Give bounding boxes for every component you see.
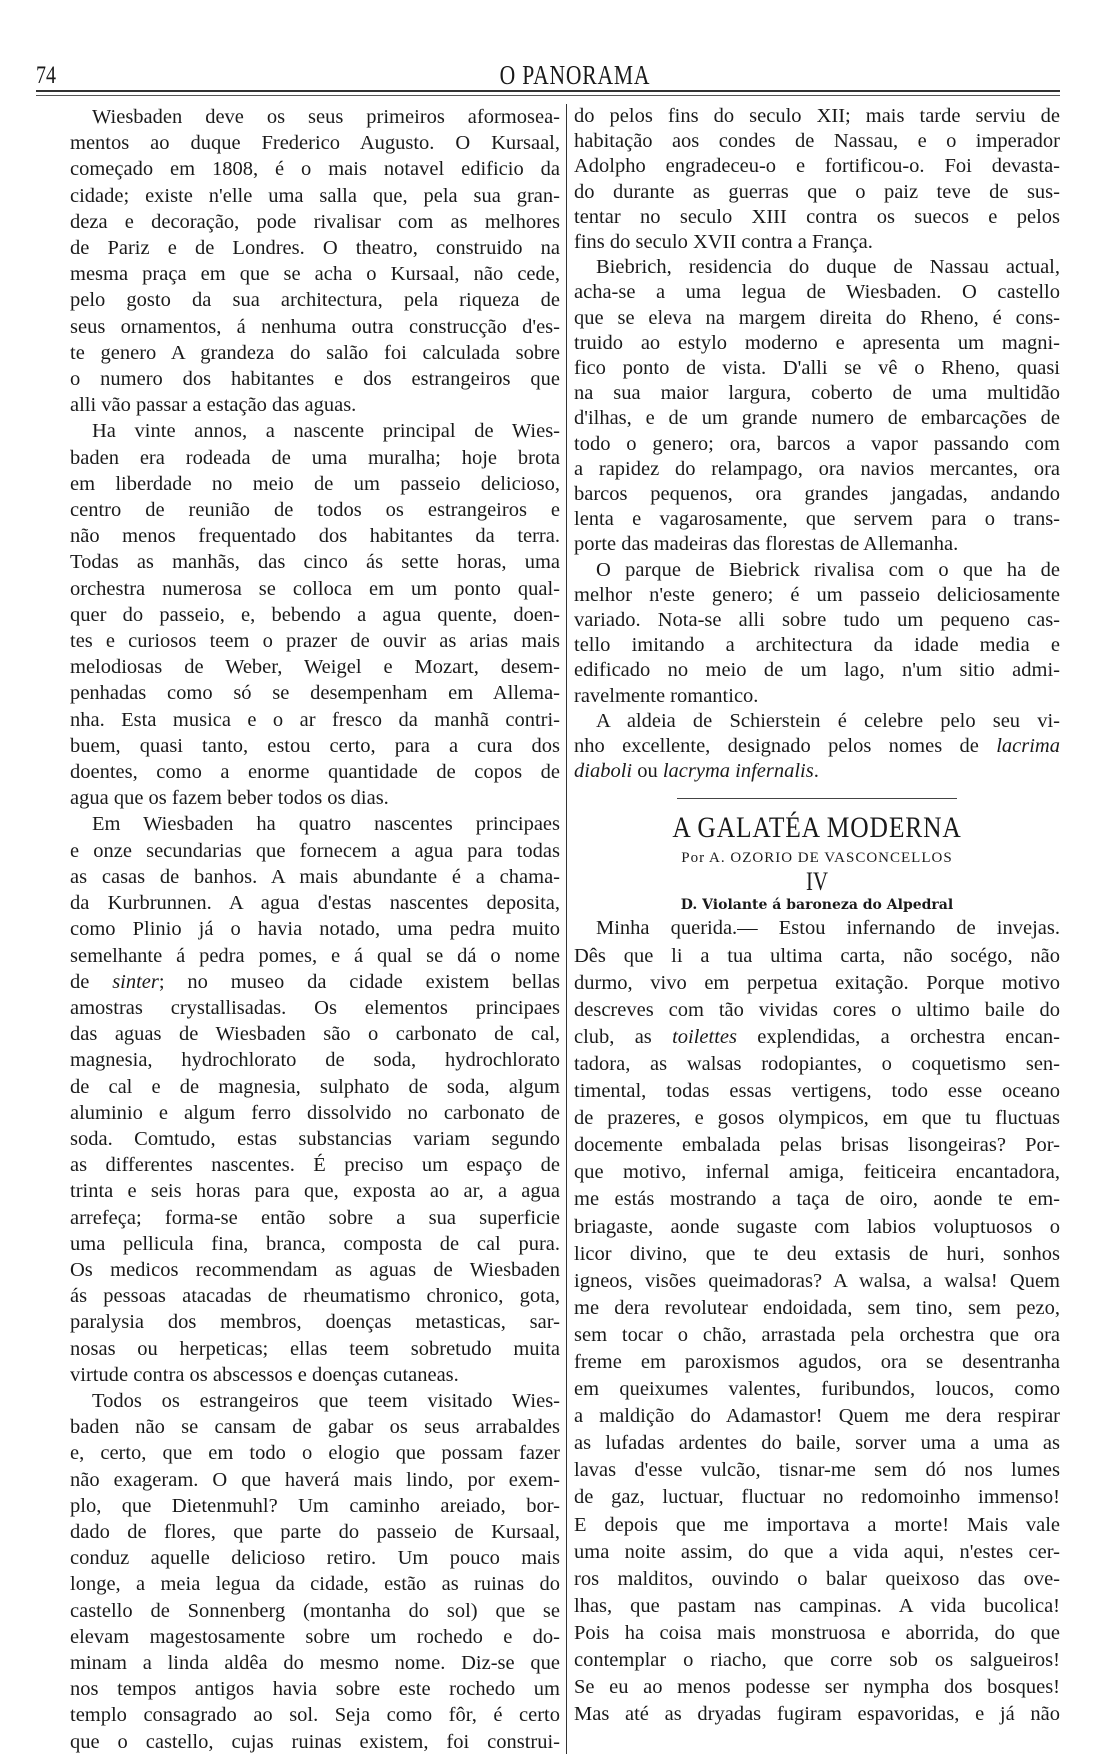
text-line: cidade; existe n'elle uma salla que, pela sua gran- [70, 184, 560, 207]
paragraph [70, 418, 560, 811]
text-line: sem tocar o chão, arrastada pela orchestra que ora [574, 1323, 1060, 1346]
paragraph [574, 709, 1060, 785]
text-line: do pelos fins do seculo XII; mais tarde serviu de [574, 105, 1060, 127]
text-line: que motivo, infernal amiga, feiticeira encantadora, [574, 1161, 1060, 1184]
text-line: acha-se a uma legua de Wiesbaden. O castello [574, 281, 1060, 304]
text-line: nosas ou herpeticas; ellas teem sobretudo muita [70, 1337, 560, 1360]
text-line: da Kurbrunnen. A agua d'estas nascentes deposita, [70, 892, 560, 915]
paragraph [574, 558, 1060, 709]
right-column-bottom-body [574, 915, 1060, 1728]
header-rule [36, 90, 1060, 92]
text-line: uma noite assim, do que a vida aqui, n'estes cer- [574, 1540, 1060, 1563]
left-column-body [70, 104, 560, 1755]
text-line: virtude contra os abscessos e doenças cutaneas. [70, 1363, 459, 1386]
italic-text: lacryma infernalis [662, 760, 814, 783]
text-line: variado. Nota-se alli sobre tudo um pequeno cas- [574, 609, 1060, 632]
text-line: longe, a meia legua da cidade, estão as ruinas do [70, 1573, 560, 1596]
text-line: briagaste, aonde sugaste com labios voluptuosos o [574, 1215, 1060, 1238]
text-line: nha. Esta musica e o ar fresco da manhã contri- [70, 708, 560, 731]
text-line: penhadas como só se desempenham em Allema- [70, 682, 560, 705]
text-line: buem, quasi tanto, estou certo, para a cura dos [70, 734, 560, 757]
text-line: contemplar o riacho, que corre sob os salgueiros! [574, 1649, 1060, 1672]
text-line: ravelmente romantico. [574, 684, 759, 707]
text-line: alli vão passar a estação das aguas. [70, 394, 357, 417]
text-segment: ou [632, 760, 663, 783]
text-line: o numero dos habitantes e dos estrangeiros que [70, 368, 560, 391]
text-line: arrefeça; forma-se então sobre a sua superficie [70, 1206, 560, 1229]
text-line: a rapidez do relampago, ora navios mercantes, ora [574, 457, 1060, 480]
text-line: aluminio e algum ferro dissolvido no carbonato de [70, 1101, 560, 1124]
text-line: habitação aos condes de Nassau, e o imperador [574, 130, 1060, 153]
text-line: não exageram. O que haverá mais lindo, por exem- [70, 1468, 560, 1491]
text-line: de cal e de magnesia, sulphato de soda, algum [70, 1075, 560, 1098]
text-line: castello de Sonnenberg (montanha do sol) que se [70, 1599, 560, 1622]
text-line: semelhante á pedra pomes, e á qual se dá o nome [70, 944, 560, 967]
text-line: fins do seculo XVII contra a França. [574, 231, 873, 254]
text-line: ás pessoas atacadas de rheumatismo chronico, gota, [70, 1285, 560, 1308]
text-line: na sua maior largura, coberto de uma multidão [574, 382, 1060, 405]
text-line: de gaz, luctuar, fluctuar no redomoinho immenso! [574, 1486, 1060, 1509]
text-line: timental, todas essas vertigens, todo esse oceano [574, 1080, 1060, 1103]
text-line: como Plinio já o havia notado, uma pedra muito [70, 918, 560, 941]
left-column [70, 104, 560, 1755]
text-segment: nho excellente, designado pelos nomes de [574, 735, 997, 758]
text-segment: . [813, 760, 819, 783]
text-line: a maldição do Adamastor! Quem me dera respirar [574, 1405, 1060, 1428]
paragraph [574, 255, 1060, 557]
paragraph [574, 915, 1060, 1728]
text-line: te genero A grandeza do salão foi calculada sobre [70, 341, 560, 364]
text-line: magnesia, hydrochlorato de soda, hydrochlorato [70, 1049, 560, 1072]
text-line: todo o genero; ora, barcos a vapor passando com [574, 432, 1060, 455]
text-line: me dera revolutear endoidada, sem tino, sem pezo, [574, 1296, 1060, 1319]
column-divider [566, 104, 567, 1754]
text-line: paralysia dos membros, doenças metasticas, sar- [70, 1311, 560, 1334]
page-number: 74 [36, 62, 56, 89]
text-line: dado de flores, que parte do passeio de Kursaal, [70, 1520, 560, 1543]
text-line: O parque de Biebrick rivalisa com o que ha de [596, 558, 1060, 581]
text-line: ros malditos, ouvindo o balar queixoso das ove- [574, 1567, 1060, 1590]
text-line: que o castello, cujas ruinas existem, foi construi- [70, 1730, 560, 1753]
italic-text: diaboli [574, 760, 633, 783]
text-line: tentar no seculo XIII contra os suecos e pelos [574, 205, 1060, 228]
text-line: lavas d'esse vulcão, tisnar-me sem dó nos lumes [574, 1459, 1060, 1482]
text-line [574, 759, 1060, 784]
text-line: que se eleva na margem direita do Rheno, é cons- [574, 306, 1060, 329]
text-line: as differentes nascentes. É preciso um espaço de [70, 1154, 560, 1177]
italic-text: lacrima [996, 735, 1060, 758]
text-line: Dês que li a tua ultima carta, não socégo, não [574, 944, 1060, 967]
text-line: freme em paroxismos agudos, ora se desentranha [574, 1350, 1060, 1373]
text-line: de prazeres, e gosos olympicos, em que tu fluctuas [574, 1107, 1060, 1130]
text-line: tello imitando a architectura da idade media e [574, 634, 1060, 657]
text-line: E depois que me importava a morte! Mais vale [574, 1513, 1060, 1536]
text-line: seus ornamentos, á nenhuma outra construcção d'es- [70, 315, 560, 338]
right-column [574, 104, 1060, 1728]
text-line: agua que os fazem beber todos os dias. [70, 787, 389, 810]
text-line: elevam magestosamente sobre um rochedo e do- [70, 1625, 560, 1648]
text-line: me estás mostrando a taça de oiro, aonde te em- [574, 1188, 1060, 1211]
text-line: das aguas de Wiesbaden são o carbonato de cal, [70, 1023, 560, 1046]
text-line: de Pariz e de Londres. O theatro, construido na [70, 237, 560, 260]
chapter-subtitle: D. Violante á baroneza do Alpedral [680, 897, 954, 914]
paragraph [574, 104, 1060, 255]
text-line: edificado no meio de um lago, n'um sitio admi- [574, 659, 1060, 682]
text-line: nos tempos antigos havia sobre este rochedo um [70, 1678, 560, 1701]
text-line: e onze secundarias que fornecem a agua para todas [70, 839, 560, 862]
text-line: soda. Comtudo, estas substancias variam segundo [70, 1127, 560, 1150]
text-line: porte das madeiras das florestas de Allemanha. [574, 533, 959, 556]
paragraph [70, 104, 560, 418]
text-line: baden não se cansam de gabar os seus arrabaldes [70, 1416, 560, 1439]
text-line: orchestra numerosa se colloca em um ponto qual- [70, 577, 560, 600]
text-line: Todos os estrangeiros que teem visitado Wies- [92, 1389, 560, 1412]
text-line: melodiosas de Weber, Weigel e Mozart, desem- [70, 656, 560, 679]
text-line: Em Wiesbaden ha quatro nascentes principaes [92, 813, 560, 836]
text-line: não menos frequentado dos habitantes da terra. [70, 525, 560, 548]
text-line: e, certo, que em todo o elogio que possam fazer [70, 1442, 560, 1465]
text-line: docemente embalada pelas brisas lisongeiras? Por- [574, 1134, 1060, 1157]
article-title: A GALATÉA MODERNA [672, 811, 962, 845]
text-line: Minha querida.— Estou infernando de invejas. [596, 917, 1060, 940]
text-line: mesma praça em que se acha o Kursaal, não cede, [70, 263, 560, 286]
italic-text: sinter [112, 970, 159, 993]
header-rule-thin [36, 95, 1060, 96]
right-column-top-body [574, 104, 1060, 784]
text-line: deza e decoração, pode rivalisar com as melhores [70, 210, 560, 233]
text-line: trinta e seis horas para que, exposta ao ar, a agua [70, 1180, 560, 1203]
text-line: barcos pequenos, ora grandes jangadas, andando [574, 483, 1060, 506]
text-line: conduz aquelle delicioso retiro. Um pouco mais [70, 1547, 560, 1570]
text-line: plo, que Dietenmuhl? Um caminho areiado, bor- [70, 1494, 560, 1517]
section-separator [677, 798, 957, 799]
text-line: d'ilhas, e de um grande numero de embarcações de [574, 407, 1060, 430]
text-line: em queixumes valentes, furibundos, loucos, como [574, 1378, 1060, 1401]
text-line: fico ponto de vista. D'alli se vê o Rheno, quasi [574, 357, 1060, 380]
text-line: Ha vinte annos, a nascente principal de Wies- [92, 420, 560, 443]
text-line: quer do passeio, e, bebendo a agua quente, doen- [70, 603, 560, 626]
text-line: Biebrich, residencia do duque de Nassau actual, [596, 256, 1060, 279]
text-line: baden era rodeada de uma muralha; hoje brota [70, 446, 560, 469]
text-line [574, 1024, 1060, 1051]
text-segment: club, as [574, 1025, 673, 1048]
text-line: igneos, visões queimadoras? A walsa, a walsa! Quem [574, 1269, 1060, 1292]
text-line: tes e curiosos teem o prazer de ouvir as arias mais [70, 630, 560, 653]
text-line: Se eu ao menos podesse ser nympha dos bosques! [574, 1676, 1060, 1699]
text-line: lhas, que pastam nas campinas. A vida bucolica! [574, 1594, 1060, 1617]
text-line: centro de reunião de todos os estrangeiros e [70, 499, 560, 522]
text-line: Os medicos recommendam as aguas de Wiesbaden [70, 1258, 560, 1281]
text-line: templo consagrado ao sol. Seja como fôr, é certo [70, 1704, 560, 1727]
italic-text: toilettes [672, 1025, 737, 1048]
text-line: licor divino, que te deu extasis de huri, sonhos [574, 1242, 1060, 1265]
text-line: mentos ao duque Frederico Augusto. O Kursaal, [70, 132, 560, 155]
text-line: Adolpho engradeceu-o e fortificou-o. Foi devasta- [574, 155, 1060, 178]
text-line: lenta e vagarosamente, que servem para o trans- [574, 508, 1060, 531]
text-line: durmo, vivo em perpetua exitação. Porque motivo [574, 971, 1060, 994]
text-line: truido ao estylo moderno e apresenta um magni- [574, 331, 1060, 354]
paragraph [70, 1388, 560, 1755]
masthead: O PANORAMA [499, 60, 651, 90]
text-line: Todas as manhãs, das cinco ás sette horas, uma [70, 551, 560, 574]
text-line: Pois ha coisa mais monstruosa e aborrida, do que [574, 1621, 1060, 1644]
text-line: as lufadas ardentes do baile, sorver uma a uma as [574, 1432, 1060, 1455]
text-line: as casas de banhos. A mais abundante é a chama- [70, 865, 560, 888]
text-segment: de [70, 970, 113, 993]
article-byline: Por A. OZORIO DE VASCONCELLOS [681, 850, 953, 867]
text-line: amostras crystallisadas. Os elementos principaes [70, 996, 560, 1019]
text-line: do durante as guerras que o paiz teve de sus- [574, 180, 1060, 203]
text-line: tadora, as walsas rodopiantes, o coquetismo sen- [574, 1052, 1060, 1075]
text-line: começado em 1808, é o mais notavel edificio da [70, 158, 560, 181]
text-line [70, 969, 560, 995]
text-line: doentes, como a enorme quantidade de copos de [70, 761, 560, 784]
text-line: A aldeia de Schierstein é celebre pelo seu vi- [596, 709, 1060, 732]
text-line: descreves com tão vividas cores o ultimo baile do [574, 998, 1060, 1021]
text-line: em liberdade no meio de um passeio delicioso, [70, 472, 560, 495]
chapter-number: IV [806, 867, 828, 897]
text-segment: explendidas, a orchestra encan- [736, 1025, 1061, 1048]
text-line [574, 734, 1060, 759]
text-line: Mas até as dryadas fugiram espavoridas, e já não [574, 1703, 1060, 1726]
text-segment: ; no museo da cidade existem bellas [158, 970, 560, 993]
text-line: minam a linda aldêa do mesmo nome. Diz-se que [70, 1651, 560, 1674]
text-line: pelo gosto da sua architectura, pela riqueza de [70, 289, 560, 312]
text-line: Wiesbaden deve os seus primeiros aformosea- [92, 106, 560, 128]
paragraph [70, 811, 560, 1387]
text-line: melhor n'este genero; é um passeio deliciosamente [574, 583, 1060, 606]
text-line: uma pellicula fina, branca, composta de cal pura. [70, 1232, 560, 1255]
